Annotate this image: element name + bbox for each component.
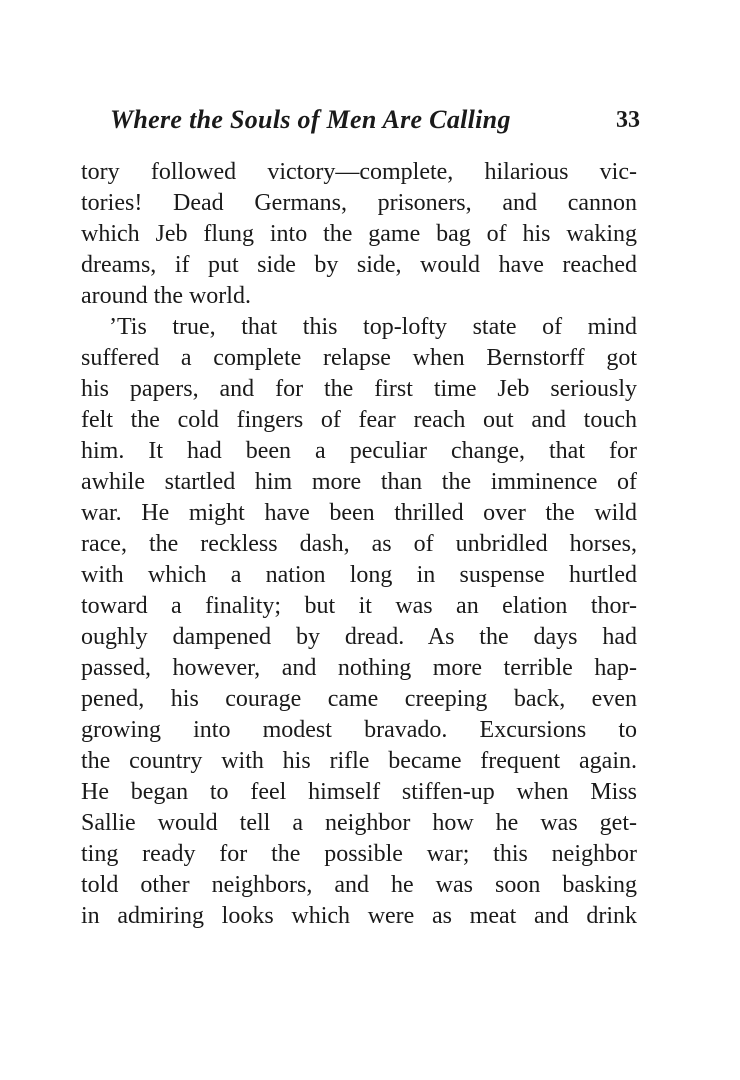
text-line: tory followed victory—complete, hilarious vic-	[81, 159, 637, 185]
text-line: oughly dampened by dread. As the days had	[81, 624, 637, 650]
body-text	[81, 157, 637, 932]
text-line: toward a finality; but it was an elation thor-	[81, 593, 637, 619]
text-line: him. It had been a peculiar change, that for	[81, 438, 637, 464]
text-line: ’Tis true, that this top-lofty state of mind	[109, 314, 637, 340]
text-line: told other neighbors, and he was soon basking	[81, 872, 637, 898]
text-line: dreams, if put side by side, would have reached	[81, 252, 637, 278]
running-head	[110, 103, 640, 143]
text-line: suffered a complete relapse when Bernstorff got	[81, 345, 637, 371]
text-line: He began to feel himself stiffen-up when Miss	[81, 779, 637, 805]
page-number: 33	[616, 107, 640, 133]
text-line: passed, however, and nothing more terrible hap-	[81, 655, 637, 681]
text-line: awhile startled him more than the imminence of	[81, 469, 637, 495]
text-line: Sallie would tell a neighbor how he was get-	[81, 810, 637, 836]
text-line: ting ready for the possible war; this neighbor	[81, 841, 637, 867]
text-line: war. He might have been thrilled over the wild	[81, 500, 637, 526]
text-line: felt the cold fingers of fear reach out and touch	[81, 407, 637, 433]
text-line: which Jeb flung into the game bag of his waking	[81, 221, 637, 247]
text-line: his papers, and for the first time Jeb seriously	[81, 376, 637, 402]
text-line: growing into modest bravado. Excursions to	[81, 717, 637, 743]
text-line: race, the reckless dash, as of unbridled horses,	[81, 531, 637, 557]
running-title: Where the Souls of Men Are Calling	[110, 105, 511, 134]
text-line: tories! Dead Germans, prisoners, and cannon	[81, 190, 637, 216]
text-line: the country with his rifle became frequent again.	[81, 748, 637, 774]
text-line: with which a nation long in suspense hurtled	[81, 562, 637, 588]
text-line: in admiring looks which were as meat and drink	[81, 903, 637, 929]
text-line: pened, his courage came creeping back, even	[81, 686, 637, 712]
text-line: around the world.	[81, 283, 251, 309]
